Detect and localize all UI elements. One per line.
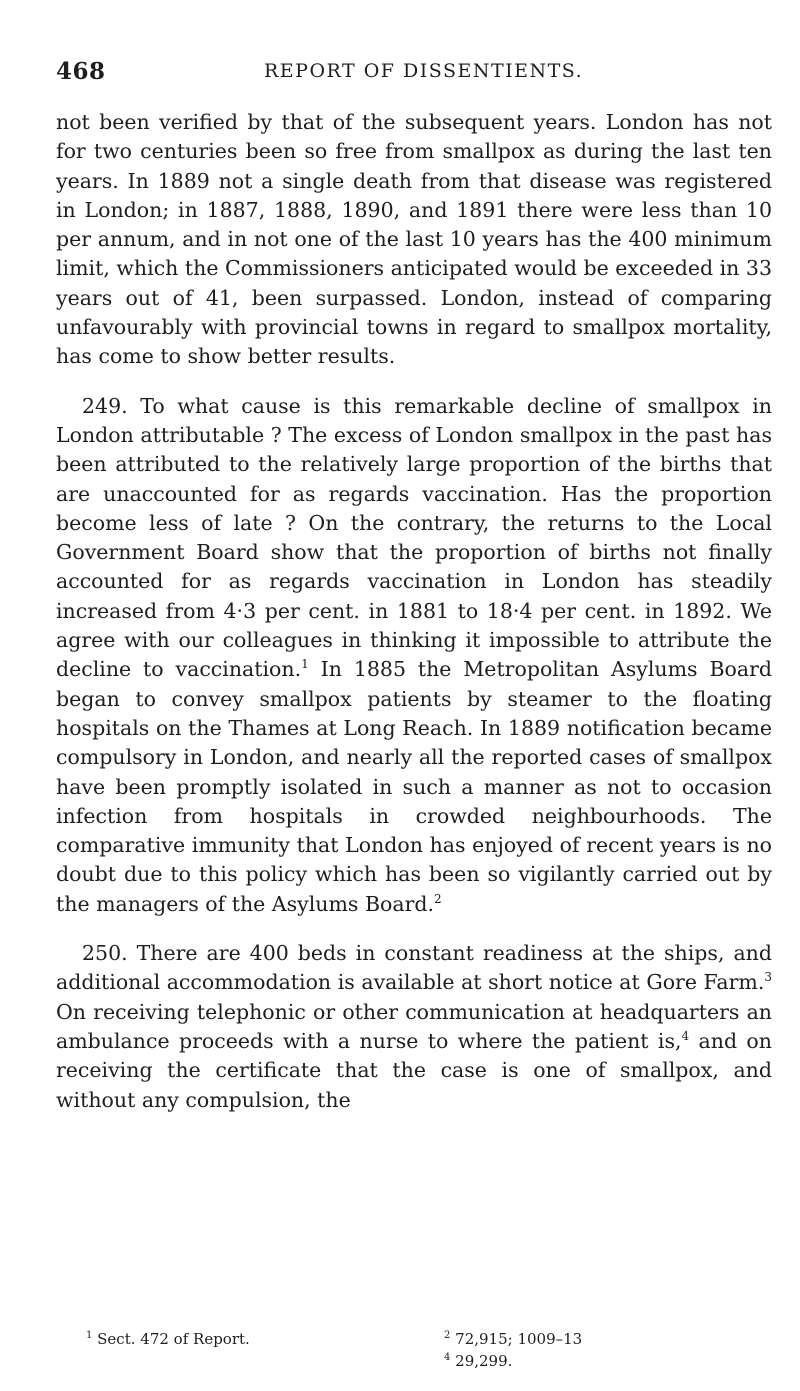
footnote-ref-3: 3	[764, 970, 772, 985]
footnote-2	[444, 1328, 582, 1350]
footnotes	[56, 1328, 772, 1372]
paragraph-text: 249. To what cause is this remarkable decline of smallpox in London attributable ? The excess of London smallpox in the past has been attributed to the relatively large proportion of the births that are unaccounted for as regards vaccination. Has the proportion become less of late ? On the contrary, the returns to the Local Government Board show that the proportion of births not finally accounted for as regards vaccination in London has steadily increased from 4·3 per cent. in 1881 to 18·4 per cent. in 1892. We agree with our colleagues in thinking it impossible to attribute the decline to vaccination.	[56, 393, 772, 682]
footnote-row	[56, 1350, 772, 1372]
footnote-mark: 2	[444, 1330, 451, 1341]
footnote-mark: 1	[86, 1330, 93, 1341]
footnote-text: 29,299.	[455, 1352, 513, 1370]
footnote-text: 72,915; 1009–13	[455, 1330, 583, 1348]
paragraph-text: not been verified by that of the subsequent years. London has not for two centuries been so free from smallpox as during the last ten years. In 1889 not a single death from that disease was registered in London; in 1887, 1888, 1890, and 1891 there were less than 10 per annum, and in not one of the last 10 years has the 400 minimum limit, which the Commissioners anticipated would be exceeded in 33 years out of 41, been surpassed. London, instead of comparing unfavourably with provincial towns in regard to smallpox mortality, has come to show better results.	[56, 110, 772, 369]
footnote-text: Sect. 472 of Report.	[97, 1330, 250, 1348]
footnote-mark: 4	[444, 1352, 451, 1363]
paragraph-250	[56, 939, 772, 1115]
body-text	[56, 108, 772, 1115]
footnote-1	[86, 1328, 250, 1350]
footnote-ref-1: 1	[301, 657, 309, 672]
paragraph-text: and on receiving the certificate that the case is one of smallpox, and without any compulsion, the	[56, 1028, 772, 1112]
running-title: REPORT OF DISSENTIENTS.	[264, 60, 584, 82]
footnote-row	[56, 1328, 772, 1350]
paragraph-text: In 1885 the Metropolitan Asylums Board began to convey smallpox patients by steamer to the floating hospitals on the Thames at Long Reach. In 1889 notification became compulsory in London, and nearly all the reported cases of smallpox have been promptly isolated in such a manner as not to occasion infection from hospitals in crowded neighbourhoods. The comparative immunity that London has enjoyed of recent years is no doubt due to this policy which has been so vigilantly carried out by the managers of the Asylums Board.	[56, 657, 772, 916]
paragraph-text: 250. There are 400 beds in constant readiness at the ships, and additional accommodation is available at short notice at Gore Farm.	[56, 941, 772, 995]
footnote-4	[444, 1350, 512, 1372]
paragraph-text: On receiving telephonic or other communication at headquarters an ambulance proceeds with a nurse to where the patient is,	[56, 999, 772, 1053]
footnote-ref-2: 2	[434, 891, 442, 906]
paragraph-249	[56, 392, 772, 919]
paragraph-248-continued	[56, 108, 772, 372]
page-number: 468	[56, 58, 106, 85]
running-head	[56, 58, 776, 88]
footnote-ref-4: 4	[681, 1029, 690, 1044]
